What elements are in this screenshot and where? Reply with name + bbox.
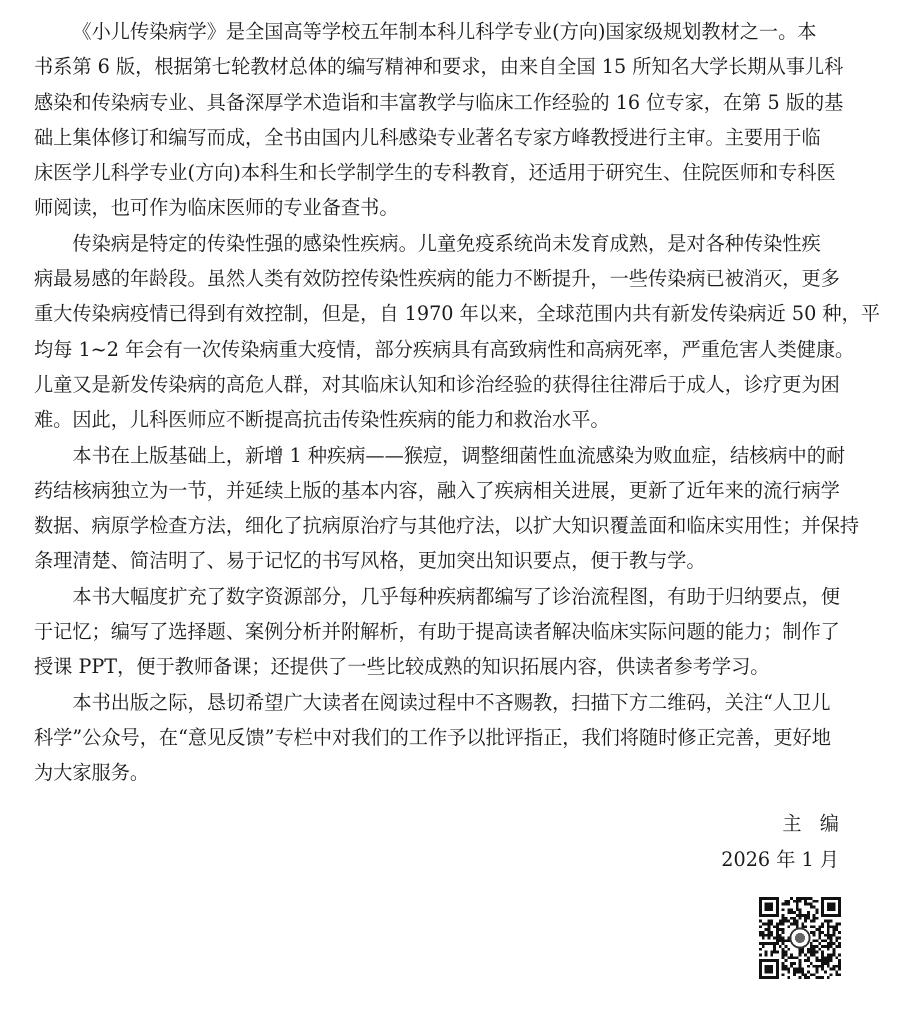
text-line: 科学”公众号，在“意见反馈”专栏中对我们的工作予以批评指正，我们将随时修正完善，更好地	[34, 725, 831, 749]
text-line: 师阅读，也可作为临床医师的专业备查书。	[34, 196, 399, 220]
text-line: 重大传染病疫情已得到有效控制，但是，自 1970 年以来，全球范围内共有新发传染病近 50 种，平	[34, 302, 880, 326]
paragraph-3	[34, 438, 884, 579]
text-line: 础上集体修订和编写而成，全书由国内儿科感染专业著名专家方峰教授进行主审。主要用于临	[34, 125, 821, 149]
paragraph-5	[34, 685, 884, 791]
text-line: 传染病是特定的传染性强的感染性疾病。儿童免疫系统尚未发育成熟，是对各种传染性疾	[72, 231, 821, 255]
text-line: 《小儿传染病学》是全国高等学校五年制本科儿科学专业(方向)国家级规划教材之一。本	[72, 20, 817, 43]
text-line: 药结核病独立为一节，并延续上版的基本内容，融入了疾病相关进展，更新了近年来的流行病学	[34, 478, 840, 502]
text-line: 病最易感的年龄段。虽然人类有效防控传染性疾病的能力不断提升，一些传染病已被消灭，更多	[34, 267, 840, 291]
text-line: 感染和传染病专业、具备深厚学术造诣和丰富教学与临床工作经验的 16 位专家，在第 5 版的基	[34, 90, 844, 114]
text-line: 于记忆；编写了选择题、案例分析并附解析，有助于提高读者解决临床实际问题的能力；制作了	[34, 620, 840, 644]
qr-code	[759, 897, 841, 979]
paragraph-4	[34, 579, 884, 685]
signature-block	[721, 806, 858, 878]
editor-label: 主编	[782, 812, 858, 835]
paragraph-2	[34, 226, 884, 438]
qr-logo-center	[795, 933, 805, 943]
text-line: 均每 1~2 年会有一次传染病重大疫情，部分疾病具有高致病性和高病死率，严重危害人类健康。	[34, 337, 855, 361]
text-line: 儿童又是新发传染病的高危人群，对其临床认知和诊治经验的获得往往滞后于成人，诊疗更为困	[34, 372, 840, 396]
text-line: 数据、病原学检查方法，细化了抗病原治疗与其他疗法，以扩大知识覆盖面和临床实用性；并保持	[34, 514, 860, 538]
text-line: 床医学儿科学专业(方向)本科生和长学制学生的专科教育，还适用于研究生、住院医师和专科医	[34, 161, 836, 185]
preface-body	[34, 14, 884, 791]
text-line: 本书在上版基础上，新增 1 种疾病——猴痘，调整细菌性血流感染为败血症，结核病中的耐	[72, 443, 846, 467]
text-line: 书系第 6 版，根据第七轮教材总体的编写精神和要求，由来自全国 15 所知名大学长期从事儿科	[34, 55, 844, 79]
text-line: 条理清楚、简洁明了、易于记忆的书写风格，更加突出知识要点，便于教与学。	[34, 549, 706, 573]
date-label: 2026 年 1 月	[721, 848, 839, 871]
text-line: 难。因此，儿科医师应不断提高抗击传染性疾病的能力和救治水平。	[34, 408, 610, 432]
paragraph-1	[34, 14, 884, 226]
text-line: 本书出版之际，恳切希望广大读者在阅读过程中不吝赐教，扫描下方二维码，关注“人卫儿	[72, 690, 831, 714]
text-line: 本书大幅度扩充了数字资源部分，几乎每种疾病都编写了诊治流程图，有助于归纳要点，便	[72, 584, 840, 608]
text-line: 授课 PPT，便于教师备课；还提供了一些比较成熟的知识拓展内容，供读者参考学习。	[34, 655, 770, 679]
text-line: 为大家服务。	[34, 761, 150, 785]
